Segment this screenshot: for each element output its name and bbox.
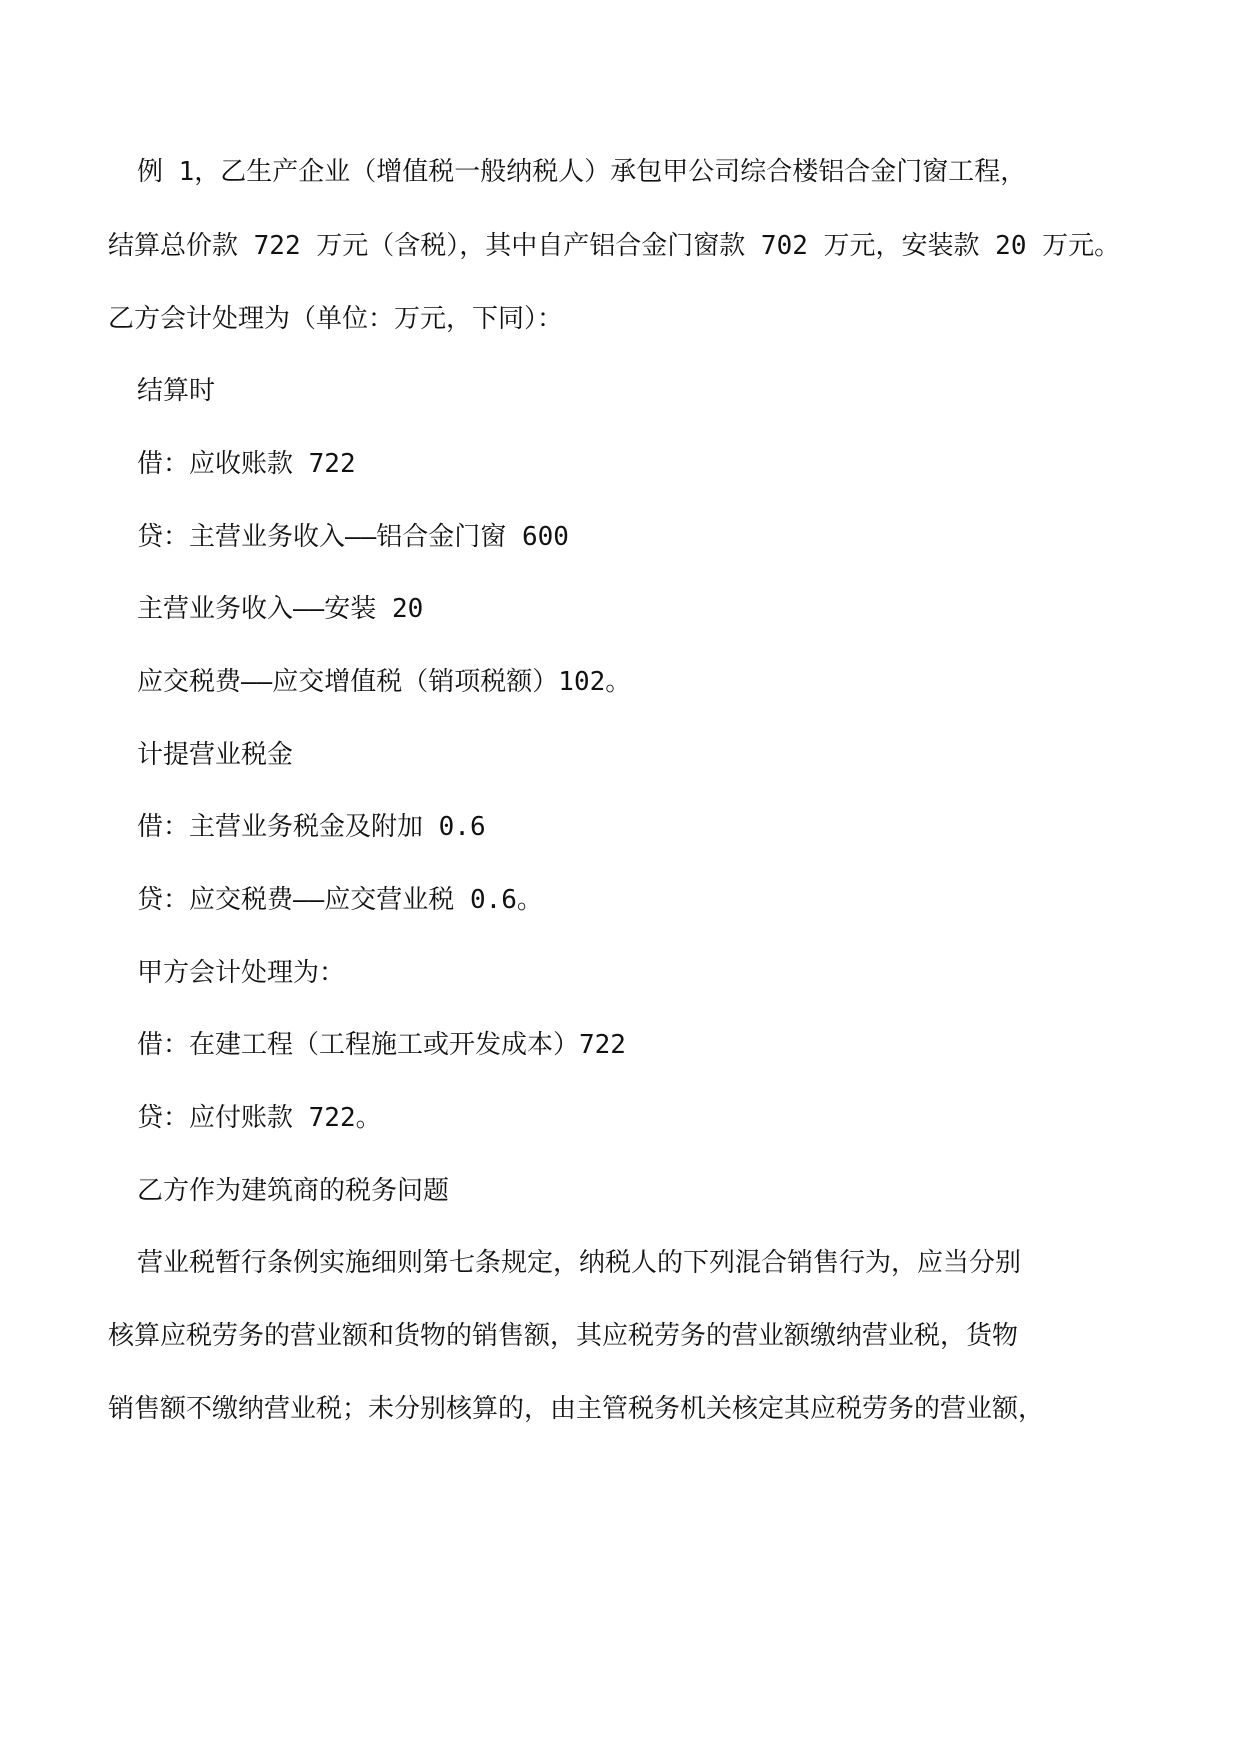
paragraph-line: 营业税暂行条例实施细则第七条规定，纳税人的下列混合销售行为，应当分别 (137, 1248, 1022, 1278)
journal-entry-debit: 借：在建工程（工程施工或开发成本）722 (137, 1030, 626, 1060)
journal-entry-credit: 贷：应付账款 722。 (137, 1103, 382, 1133)
journal-entry-debit: 借：应收账款 722 (137, 449, 356, 479)
section-label: 结算时 (137, 376, 216, 406)
journal-entry-credit: 主营业务收入——安装 20 (137, 594, 424, 624)
section-heading: 乙方作为建筑商的税务问题 (137, 1176, 450, 1206)
paragraph-line: 例 1，乙生产企业（增值税一般纳税人）承包甲公司综合楼铝合金门窗工程， (137, 157, 1027, 187)
journal-entry-credit: 贷：应交税费——应交营业税 0.6。 (137, 885, 543, 915)
section-label: 计提营业税金 (137, 740, 294, 770)
paragraph-line: 结算总价款 722 万元（含税），其中自产铝合金门窗款 702 万元，安装款 20 万元。 (108, 231, 1121, 261)
paragraph-line: 核算应税劳务的营业额和货物的销售额，其应税劳务的营业额缴纳营业税，货物 (108, 1321, 1019, 1351)
section-label: 甲方会计处理为： (137, 958, 346, 988)
journal-entry-debit: 借：主营业务税金及附加 0.6 (137, 812, 486, 842)
journal-entry-credit: 应交税费——应交增值税（销项税额）102。 (137, 667, 632, 697)
paragraph-line: 乙方会计处理为（单位：万元，下同）： (108, 304, 564, 334)
paragraph-line: 销售额不缴纳营业税；未分别核算的，由主管税务机关核定其应税劳务的营业额， (108, 1394, 1045, 1424)
journal-entry-credit: 贷：主营业务收入——铝合金门窗 600 (137, 522, 569, 552)
